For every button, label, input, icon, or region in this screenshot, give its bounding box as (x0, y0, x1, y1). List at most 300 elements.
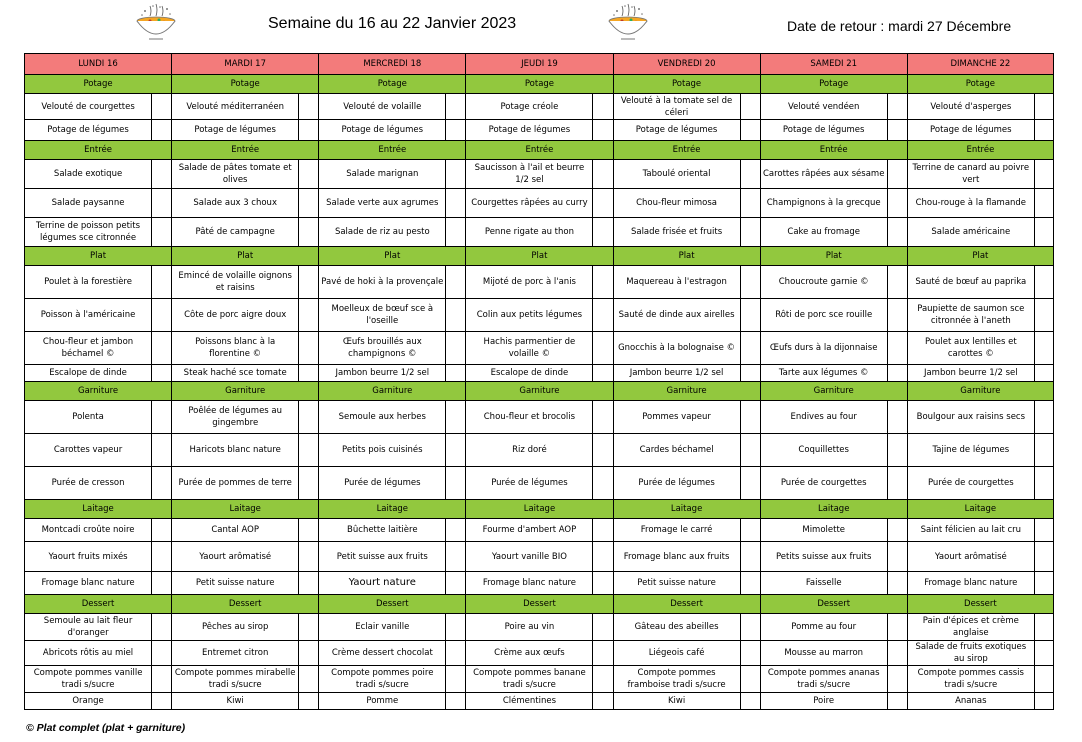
empty-cell (299, 467, 319, 500)
menu-item: Petit suisse nature (613, 572, 740, 595)
empty-cell (740, 218, 760, 247)
empty-cell (593, 218, 613, 247)
empty-cell (446, 160, 466, 189)
menu-item: Œufs brouillés aux champignons © (319, 332, 446, 365)
menu-row (25, 266, 1054, 299)
empty-cell (593, 542, 613, 572)
menu-item: Pomme (319, 693, 446, 710)
empty-cell (593, 467, 613, 500)
category-header: Dessert (172, 595, 319, 614)
empty-cell (152, 434, 172, 467)
menu-item: Compote pommes cassis tradi s/sucre (907, 666, 1034, 693)
menu-row (25, 641, 1054, 666)
empty-cell (593, 693, 613, 710)
menu-item: Pommes vapeur (613, 401, 740, 434)
menu-item: Potage de légumes (613, 120, 740, 141)
empty-cell (887, 614, 907, 641)
empty-cell (593, 572, 613, 595)
category-header: Plat (613, 247, 760, 266)
menu-item: Crème dessert chocolat (319, 641, 446, 666)
menu-item: Mousse au marron (760, 641, 887, 666)
empty-cell (740, 401, 760, 434)
empty-cell (1034, 666, 1053, 693)
menu-item: Yaourt arômatisé (907, 542, 1034, 572)
empty-cell (887, 299, 907, 332)
menu-item: Semoule au lait fleur d'oranger (25, 614, 152, 641)
empty-cell (1034, 614, 1053, 641)
empty-cell (152, 120, 172, 141)
empty-cell (446, 365, 466, 382)
category-header: Laitage (760, 500, 907, 519)
empty-cell (1034, 434, 1053, 467)
empty-cell (299, 572, 319, 595)
menu-row (25, 467, 1054, 500)
empty-cell (152, 365, 172, 382)
category-header: Potage (172, 75, 319, 94)
empty-cell (740, 94, 760, 120)
menu-item: Compote pommes vanille tradi s/sucre (25, 666, 152, 693)
category-row (25, 500, 1054, 519)
page-title: Semaine du 16 au 22 Janvier 2023 (268, 15, 517, 32)
menu-row (25, 614, 1054, 641)
menu-item: Sauté de dinde aux airelles (613, 299, 740, 332)
menu-item: Liégeois café (613, 641, 740, 666)
day-header: VENDREDI 20 (613, 54, 760, 75)
menu-item: Saint félicien au lait cru (907, 519, 1034, 542)
menu-item: Chou-fleur mimosa (613, 189, 740, 218)
empty-cell (299, 266, 319, 299)
category-header: Dessert (760, 595, 907, 614)
empty-cell (152, 693, 172, 710)
empty-cell (446, 94, 466, 120)
empty-cell (887, 94, 907, 120)
menu-item: Purée de légumes (613, 467, 740, 500)
menu-item: Carottes vapeur (25, 434, 152, 467)
category-row (25, 247, 1054, 266)
category-header: Dessert (25, 595, 172, 614)
empty-cell (152, 401, 172, 434)
menu-item: Velouté de volaille (319, 94, 446, 120)
category-header: Garniture (466, 382, 613, 401)
menu-item: Pêches au sirop (172, 614, 299, 641)
empty-cell (446, 189, 466, 218)
menu-row (25, 572, 1054, 595)
empty-cell (299, 299, 319, 332)
menu-row (25, 160, 1054, 189)
empty-cell (593, 160, 613, 189)
empty-cell (1034, 94, 1053, 120)
menu-item: Potage créole (466, 94, 593, 120)
category-header: Laitage (319, 500, 466, 519)
empty-cell (299, 519, 319, 542)
category-header: Potage (760, 75, 907, 94)
menu-item: Sauté de bœuf au paprika (907, 266, 1034, 299)
empty-cell (887, 218, 907, 247)
menu-item: Potage de légumes (466, 120, 593, 141)
menu-item: Haricots blanc nature (172, 434, 299, 467)
empty-cell (299, 401, 319, 434)
menu-item: Orange (25, 693, 152, 710)
menu-item: Terrine de poisson petits légumes sce citronnée (25, 218, 152, 247)
menu-item: Carottes râpées aux sésame (760, 160, 887, 189)
empty-cell (1034, 401, 1053, 434)
menu-row (25, 693, 1054, 710)
category-header: Laitage (907, 500, 1053, 519)
empty-cell (1034, 365, 1053, 382)
category-header: Laitage (172, 500, 319, 519)
menu-item: Pavé de hoki à la provençale (319, 266, 446, 299)
menu-item: Fourme d'ambert AOP (466, 519, 593, 542)
menu-item: Petits suisse aux fruits (760, 542, 887, 572)
empty-cell (887, 434, 907, 467)
menu-item: Entremet citron (172, 641, 299, 666)
menu-item: Steak haché sce tomate (172, 365, 299, 382)
empty-cell (446, 641, 466, 666)
menu-item: Petit suisse nature (172, 572, 299, 595)
soup-bowl-icon (132, 2, 180, 44)
menu-item: Pomme au four (760, 614, 887, 641)
menu-item: Chou-rouge à la flamande (907, 189, 1034, 218)
empty-cell (740, 572, 760, 595)
menu-item: Velouté à la tomate sel de céleri (613, 94, 740, 120)
menu-item: Courgettes râpées au curry (466, 189, 593, 218)
empty-cell (446, 120, 466, 141)
empty-cell (446, 519, 466, 542)
menu-item: Salade paysanne (25, 189, 152, 218)
empty-cell (887, 572, 907, 595)
empty-cell (740, 332, 760, 365)
empty-cell (152, 614, 172, 641)
menu-item: Fromage blanc nature (907, 572, 1034, 595)
menu-item: Velouté de courgettes (25, 94, 152, 120)
menu-item: Semoule aux herbes (319, 401, 446, 434)
menu-item: Pâté de campagne (172, 218, 299, 247)
menu-item: Endives au four (760, 401, 887, 434)
empty-cell (887, 189, 907, 218)
day-header: LUNDI 16 (25, 54, 172, 75)
menu-item: Crème aux œufs (466, 641, 593, 666)
empty-cell (299, 94, 319, 120)
empty-cell (152, 299, 172, 332)
empty-cell (152, 666, 172, 693)
empty-cell (299, 332, 319, 365)
menu-item: Maquereau à l'estragon (613, 266, 740, 299)
menu-item: Potage de légumes (319, 120, 446, 141)
empty-cell (887, 519, 907, 542)
empty-cell (887, 693, 907, 710)
category-row (25, 595, 1054, 614)
menu-item: Compote pommes framboise tradi s/sucre (613, 666, 740, 693)
empty-cell (446, 614, 466, 641)
empty-cell (1034, 120, 1053, 141)
menu-item: Poisson à l'américaine (25, 299, 152, 332)
empty-cell (446, 299, 466, 332)
menu-item: Velouté méditerranéen (172, 94, 299, 120)
menu-item: Coquillettes (760, 434, 887, 467)
empty-cell (740, 266, 760, 299)
empty-cell (446, 572, 466, 595)
category-header: Dessert (319, 595, 466, 614)
category-header: Plat (319, 247, 466, 266)
category-header: Plat (172, 247, 319, 266)
empty-cell (593, 401, 613, 434)
empty-cell (593, 365, 613, 382)
empty-cell (740, 614, 760, 641)
menu-item: Boulgour aux raisins secs (907, 401, 1034, 434)
menu-row (25, 189, 1054, 218)
menu-item: Penne rigate au thon (466, 218, 593, 247)
menu-item: Abricots rôtis au miel (25, 641, 152, 666)
empty-cell (593, 120, 613, 141)
category-header: Potage (466, 75, 613, 94)
empty-cell (740, 693, 760, 710)
menu-item: Salade exotique (25, 160, 152, 189)
empty-cell (887, 666, 907, 693)
empty-cell (887, 467, 907, 500)
menu-item: Poulet à la forestière (25, 266, 152, 299)
category-row (25, 382, 1054, 401)
menu-item: Bûchette laitière (319, 519, 446, 542)
empty-cell (593, 299, 613, 332)
empty-cell (152, 572, 172, 595)
menu-item: Cake au fromage (760, 218, 887, 247)
menu-item: Velouté d'asperges (907, 94, 1034, 120)
menu-item: Ananas (907, 693, 1034, 710)
empty-cell (593, 641, 613, 666)
menu-item: Riz doré (466, 434, 593, 467)
empty-cell (152, 641, 172, 666)
menu-item: Poire au vin (466, 614, 593, 641)
empty-cell (740, 160, 760, 189)
category-header: Garniture (319, 382, 466, 401)
menu-item: Polenta (25, 401, 152, 434)
category-header: Entrée (25, 141, 172, 160)
category-header: Plat (907, 247, 1053, 266)
menu-item: Yaourt vanille BIO (466, 542, 593, 572)
empty-cell (887, 160, 907, 189)
empty-cell (152, 94, 172, 120)
empty-cell (446, 332, 466, 365)
empty-cell (1034, 693, 1053, 710)
menu-item: Poire (760, 693, 887, 710)
empty-cell (887, 332, 907, 365)
menu-item: Montcadi croûte noire (25, 519, 152, 542)
empty-cell (593, 666, 613, 693)
day-header: JEUDI 19 (466, 54, 613, 75)
menu-item: Champignons à la grecque (760, 189, 887, 218)
empty-cell (1034, 160, 1053, 189)
empty-cell (446, 666, 466, 693)
empty-cell (887, 641, 907, 666)
category-header: Garniture (907, 382, 1053, 401)
category-header: Laitage (25, 500, 172, 519)
category-row (25, 75, 1054, 94)
menu-item: Chou-fleur et jambon béchamel © (25, 332, 152, 365)
menu-table (24, 53, 1054, 710)
footer-note: © Plat complet (plat + garniture) (26, 722, 186, 734)
empty-cell (593, 614, 613, 641)
day-header: MERCREDI 18 (319, 54, 466, 75)
empty-cell (446, 467, 466, 500)
menu-item: Yaourt nature (319, 572, 446, 595)
menu-item: Colin aux petits légumes (466, 299, 593, 332)
menu-row (25, 365, 1054, 382)
empty-cell (1034, 266, 1053, 299)
empty-cell (593, 266, 613, 299)
category-header: Potage (319, 75, 466, 94)
menu-item: Kiwi (172, 693, 299, 710)
return-date: Date de retour : mardi 27 Décembre (787, 18, 1012, 34)
menu-item: Eclair vanille (319, 614, 446, 641)
category-header: Garniture (760, 382, 907, 401)
menu-item: Fromage blanc nature (466, 572, 593, 595)
menu-item: Fromage blanc aux fruits (613, 542, 740, 572)
empty-cell (446, 542, 466, 572)
empty-cell (152, 519, 172, 542)
menu-item: Kiwi (613, 693, 740, 710)
menu-item: Salade aux 3 choux (172, 189, 299, 218)
empty-cell (152, 542, 172, 572)
empty-cell (740, 467, 760, 500)
menu-item: Poêlée de légumes au gingembre (172, 401, 299, 434)
menu-item: Escalope de dinde (25, 365, 152, 382)
soup-bowl-icon (604, 2, 652, 44)
empty-cell (1034, 641, 1053, 666)
menu-item: Salade de riz au pesto (319, 218, 446, 247)
category-header: Entrée (760, 141, 907, 160)
menu-item: Salade frisée et fruits (613, 218, 740, 247)
category-header: Garniture (172, 382, 319, 401)
empty-cell (299, 218, 319, 247)
category-header: Plat (760, 247, 907, 266)
menu-row (25, 434, 1054, 467)
menu-item: Moelleux de bœuf sce à l'oseille (319, 299, 446, 332)
category-header: Entrée (319, 141, 466, 160)
empty-cell (740, 434, 760, 467)
empty-cell (299, 693, 319, 710)
menu-item: Tarte aux légumes © (760, 365, 887, 382)
menu-item: Purée de légumes (319, 467, 446, 500)
menu-item: Poissons blanc à la florentine © (172, 332, 299, 365)
menu-row (25, 299, 1054, 332)
menu-item: Purée de courgettes (907, 467, 1034, 500)
category-header: Entrée (172, 141, 319, 160)
menu-item: Saucisson à l'ail et beurre 1/2 sel (466, 160, 593, 189)
empty-cell (299, 365, 319, 382)
menu-row (25, 401, 1054, 434)
menu-item: Jambon beurre 1/2 sel (613, 365, 740, 382)
empty-cell (887, 542, 907, 572)
menu-item: Velouté vendéen (760, 94, 887, 120)
menu-item: Œufs durs à la dijonnaise (760, 332, 887, 365)
menu-item: Purée de légumes (466, 467, 593, 500)
menu-item: Faisselle (760, 572, 887, 595)
empty-cell (593, 434, 613, 467)
empty-cell (593, 519, 613, 542)
menu-item: Purée de courgettes (760, 467, 887, 500)
menu-row (25, 218, 1054, 247)
empty-cell (446, 266, 466, 299)
empty-cell (1034, 299, 1053, 332)
empty-cell (740, 542, 760, 572)
empty-cell (887, 401, 907, 434)
empty-cell (299, 120, 319, 141)
day-header: DIMANCHE 22 (907, 54, 1053, 75)
category-header: Dessert (613, 595, 760, 614)
menu-row (25, 519, 1054, 542)
category-header: Dessert (907, 595, 1053, 614)
empty-cell (152, 266, 172, 299)
menu-item: Côte de porc aigre doux (172, 299, 299, 332)
empty-cell (299, 189, 319, 218)
menu-item: Tajine de légumes (907, 434, 1034, 467)
category-header: Laitage (613, 500, 760, 519)
menu-item: Petit suisse aux fruits (319, 542, 446, 572)
menu-item: Hachis parmentier de volaille © (466, 332, 593, 365)
empty-cell (740, 189, 760, 218)
menu-item: Cardes béchamel (613, 434, 740, 467)
menu-item: Yaourt fruits mixés (25, 542, 152, 572)
menu-item: Rôti de porc sce rouille (760, 299, 887, 332)
menu-item: Mijoté de porc à l'anis (466, 266, 593, 299)
day-header-row (25, 54, 1054, 75)
empty-cell (887, 266, 907, 299)
menu-item: Paupiette de saumon sce citronnée à l'aneth (907, 299, 1034, 332)
category-row (25, 141, 1054, 160)
menu-row (25, 666, 1054, 693)
menu-item: Purée de pommes de terre (172, 467, 299, 500)
menu-item: Terrine de canard au poivre vert (907, 160, 1034, 189)
empty-cell (152, 332, 172, 365)
category-header: Entrée (613, 141, 760, 160)
menu-item: Jambon beurre 1/2 sel (907, 365, 1034, 382)
menu-row (25, 332, 1054, 365)
empty-cell (299, 434, 319, 467)
empty-cell (446, 434, 466, 467)
menu-item: Salade verte aux agrumes (319, 189, 446, 218)
menu-row (25, 120, 1054, 141)
empty-cell (593, 332, 613, 365)
category-header: Potage (907, 75, 1053, 94)
empty-cell (446, 401, 466, 434)
menu-item: Jambon beurre 1/2 sel (319, 365, 446, 382)
empty-cell (740, 120, 760, 141)
menu-item: Fromage le carré (613, 519, 740, 542)
menu-row (25, 94, 1054, 120)
menu-row (25, 542, 1054, 572)
menu-item: Petits pois cuisinés (319, 434, 446, 467)
menu-item: Salade de fruits exotiques au sirop (907, 641, 1034, 666)
menu-item: Compote pommes ananas tradi s/sucre (760, 666, 887, 693)
menu-item: Compote pommes poire tradi s/sucre (319, 666, 446, 693)
menu-item: Clémentines (466, 693, 593, 710)
menu-item: Pain d'épices et crème anglaise (907, 614, 1034, 641)
menu-item: Yaourt arômatisé (172, 542, 299, 572)
empty-cell (299, 542, 319, 572)
empty-cell (1034, 218, 1053, 247)
category-header: Potage (25, 75, 172, 94)
empty-cell (152, 218, 172, 247)
empty-cell (1034, 332, 1053, 365)
menu-item: Potage de légumes (172, 120, 299, 141)
category-header: Plat (466, 247, 613, 266)
empty-cell (446, 693, 466, 710)
menu-item: Poulet aux lentilles et carottes © (907, 332, 1034, 365)
category-header: Garniture (25, 382, 172, 401)
empty-cell (740, 299, 760, 332)
empty-cell (299, 641, 319, 666)
menu-item: Chou-fleur et brocolis (466, 401, 593, 434)
